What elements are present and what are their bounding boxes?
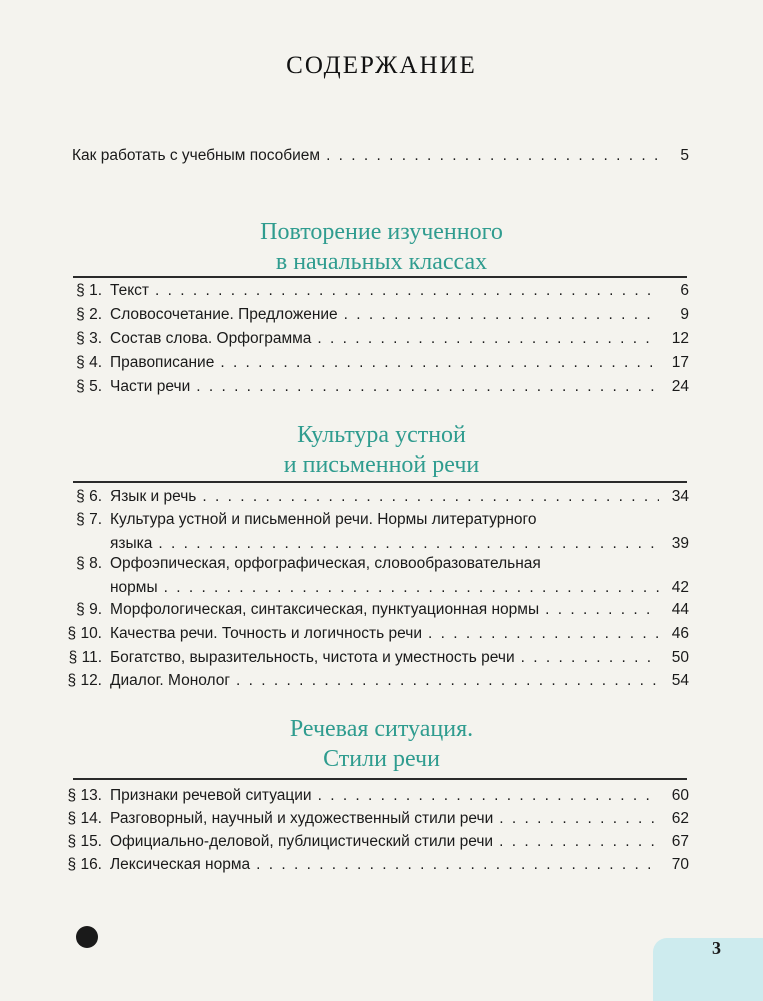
toc-entry[interactable]: § 1. Текст . . . 6 <box>0 279 763 303</box>
toc-entry[interactable]: § 13. Признаки речевой ситуации . . . 60 <box>0 784 763 808</box>
section-rule-top <box>73 276 687 278</box>
toc-entry[interactable]: § 10. Качества речи. Точность и логичность речи . . . 46 <box>0 622 763 646</box>
toc-entry[interactable]: § 9. Морфологическая, синтаксическая, пунктуационная нормы . . . 44 <box>0 598 763 622</box>
page-title: СОДЕРЖАНИЕ <box>286 52 477 79</box>
section-rule-top <box>73 481 687 483</box>
section-heading-3: Речевая ситуация. Стили речи <box>289 716 474 772</box>
toc-entry[interactable]: § 7. Культура устной и письменной речи. Нормы литературного языка . . . 39 <box>0 508 763 556</box>
page-number: 3 <box>712 938 721 958</box>
page-corner-tab <box>653 938 763 1001</box>
toc-entry[interactable]: § 15. Официально-деловой, публицистический стили речи . . . 67 <box>0 830 763 854</box>
toc-entry-intro[interactable] <box>0 144 763 168</box>
toc-entry[interactable]: § 14. Разговорный, научный и художественный стили речи . . . 62 <box>0 807 763 831</box>
toc-entry[interactable]: § 6. Язык и речь . . . 34 <box>0 485 763 509</box>
leader-dots <box>326 144 659 168</box>
toc-entry[interactable]: § 3. Состав слова. Орфограмма . . . 12 <box>0 327 763 351</box>
toc-entry[interactable]: § 4. Правописание . . . 17 <box>0 351 763 375</box>
section-rule-top <box>73 778 687 780</box>
toc-entry[interactable]: § 8. Орфоэпическая, орфографическая, словообразовательная нормы . . . 42 <box>0 552 763 600</box>
toc-entry[interactable]: § 2. Словосочетание. Предложение . . . 9 <box>0 303 763 327</box>
toc-entry[interactable]: § 5. Части речи . . . 24 <box>0 375 763 399</box>
section-heading-2: Культура устной и письменной речи <box>283 422 480 478</box>
toc-entry[interactable]: § 12. Диалог. Монолог . . . 54 <box>0 669 763 693</box>
toc-entry-text: Как работать с учебным пособием <box>72 147 321 164</box>
toc-entry[interactable]: § 11. Богатство, выразительность, чистота и уместность речи . . . 50 <box>0 646 763 670</box>
toc-entry-page: 5 <box>680 147 689 164</box>
section-heading-1: Повторение изученного в начальных классах <box>260 219 503 275</box>
toc-entry[interactable]: § 16. Лексическая норма . . . 70 <box>0 853 763 877</box>
decorative-dot-icon <box>76 926 98 948</box>
